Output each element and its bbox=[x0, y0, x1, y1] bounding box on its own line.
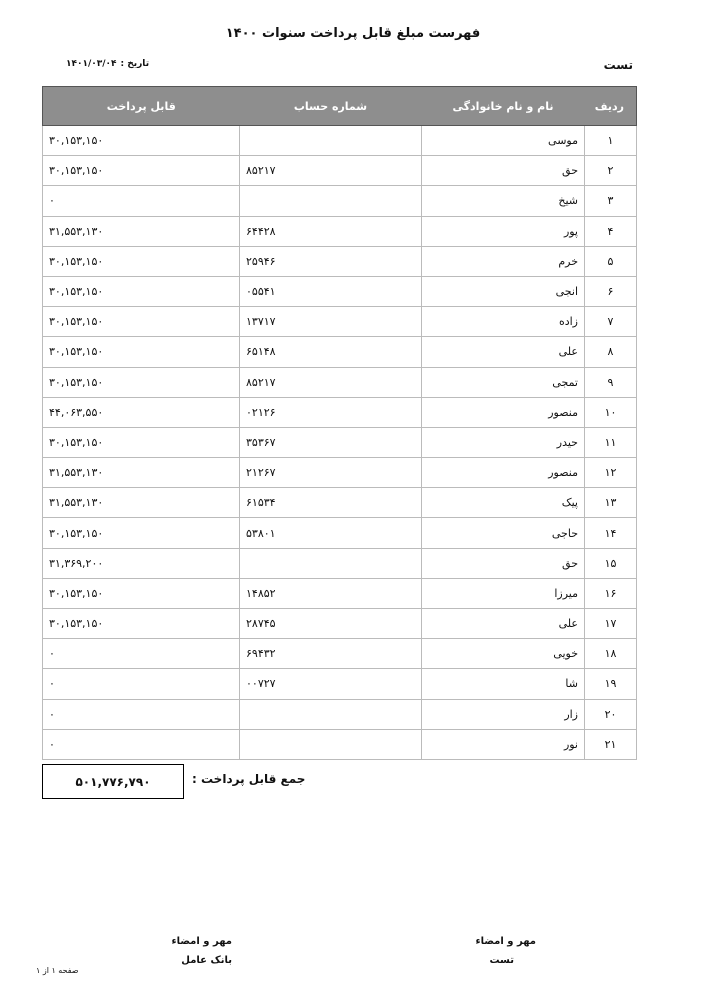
column-header-row-number: ردیف bbox=[585, 87, 637, 126]
row-number-cell: ۱ bbox=[585, 126, 637, 156]
table-row bbox=[43, 337, 637, 367]
amount-cell: ۳۰,۱۵۳,۱۵۰ bbox=[43, 518, 240, 548]
amount-cell: ۳۱,۵۵۳,۱۳۰ bbox=[43, 216, 240, 246]
account-cell: ۵۳۸۰۱ bbox=[240, 518, 422, 548]
company-name: تست bbox=[603, 58, 633, 72]
account-cell bbox=[240, 548, 422, 578]
name-cell: پیک bbox=[422, 488, 585, 518]
name-cell: حق bbox=[422, 548, 585, 578]
payment-table bbox=[42, 86, 637, 760]
table-row bbox=[43, 669, 637, 699]
account-cell: ۸۵۲۱۷ bbox=[240, 156, 422, 186]
page-number: صفحه ۱ از ۱ bbox=[36, 966, 79, 975]
date-label: تاریخ : bbox=[120, 59, 150, 69]
report-title: فهرست مبلغ قابل پرداخت سنوات ۱۴۰۰ bbox=[225, 26, 481, 41]
name-cell: حاجی bbox=[422, 518, 585, 548]
column-header-name: نام و نام خانوادگی bbox=[422, 87, 585, 126]
table-row bbox=[43, 246, 637, 276]
amount-cell: ۳۰,۱۵۳,۱۵۰ bbox=[43, 246, 240, 276]
row-number-cell: ۲۱ bbox=[585, 729, 637, 759]
amount-cell: ۳۰,۱۵۳,۱۵۰ bbox=[43, 609, 240, 639]
table-row bbox=[43, 427, 637, 457]
account-cell: ۰۲۱۲۶ bbox=[240, 397, 422, 427]
account-cell: ۶۴۴۲۸ bbox=[240, 216, 422, 246]
signature-left-title: مهر و امضاء bbox=[171, 936, 232, 947]
account-cell: ۳۵۳۶۷ bbox=[240, 427, 422, 457]
account-cell: ۶۵۱۴۸ bbox=[240, 337, 422, 367]
table-row bbox=[43, 458, 637, 488]
row-number-cell: ۳ bbox=[585, 186, 637, 216]
amount-cell: ۳۰,۱۵۳,۱۵۰ bbox=[43, 337, 240, 367]
table-row bbox=[43, 639, 637, 669]
table-row bbox=[43, 216, 637, 246]
amount-cell: ۳۰,۱۵۳,۱۵۰ bbox=[43, 367, 240, 397]
account-cell: ۲۸۷۴۵ bbox=[240, 609, 422, 639]
name-cell: منصور bbox=[422, 458, 585, 488]
name-cell: علی bbox=[422, 609, 585, 639]
table-row bbox=[43, 186, 637, 216]
signature-left bbox=[171, 936, 232, 966]
table-row bbox=[43, 397, 637, 427]
table-body bbox=[43, 126, 637, 760]
name-cell: پور bbox=[422, 216, 585, 246]
name-cell: موسی bbox=[422, 126, 585, 156]
row-number-cell: ۱۹ bbox=[585, 669, 637, 699]
table-row bbox=[43, 126, 637, 156]
name-cell: انجی bbox=[422, 276, 585, 306]
name-cell: شا bbox=[422, 669, 585, 699]
row-number-cell: ۱۷ bbox=[585, 609, 637, 639]
table-row bbox=[43, 367, 637, 397]
report-date bbox=[62, 59, 149, 69]
amount-cell: ۳۰,۱۵۳,۱۵۰ bbox=[43, 276, 240, 306]
amount-cell: ۳۰,۱۵۳,۱۵۰ bbox=[43, 156, 240, 186]
name-cell: خرم bbox=[422, 246, 585, 276]
table-header-row bbox=[43, 87, 637, 126]
name-cell: نور bbox=[422, 729, 585, 759]
row-number-cell: ۱۶ bbox=[585, 578, 637, 608]
column-header-account: شماره حساب bbox=[240, 87, 422, 126]
row-number-cell: ۱۱ bbox=[585, 427, 637, 457]
row-number-cell: ۱۰ bbox=[585, 397, 637, 427]
total-amount-box: ۵۰۱,۷۷۶,۷۹۰ bbox=[42, 764, 184, 799]
amount-cell: ۴۴,۰۶۳,۵۵۰ bbox=[43, 397, 240, 427]
amount-cell: ۰ bbox=[43, 699, 240, 729]
account-cell: ۰۰۷۲۷ bbox=[240, 669, 422, 699]
date-value: ۱۴۰۱/۰۳/۰۴ bbox=[66, 59, 117, 69]
name-cell: میرزا bbox=[422, 578, 585, 608]
account-cell bbox=[240, 126, 422, 156]
account-cell: ۶۹۴۳۲ bbox=[240, 639, 422, 669]
name-cell: زاده bbox=[422, 307, 585, 337]
row-number-cell: ۸ bbox=[585, 337, 637, 367]
account-cell bbox=[240, 699, 422, 729]
amount-cell: ۰ bbox=[43, 639, 240, 669]
name-cell: حق bbox=[422, 156, 585, 186]
row-number-cell: ۲۰ bbox=[585, 699, 637, 729]
account-cell: ۰۵۵۴۱ bbox=[240, 276, 422, 306]
row-number-cell: ۹ bbox=[585, 367, 637, 397]
table-row bbox=[43, 518, 637, 548]
account-cell: ۱۳۷۱۷ bbox=[240, 307, 422, 337]
name-cell: شیخ bbox=[422, 186, 585, 216]
amount-cell: ۰ bbox=[43, 669, 240, 699]
amount-cell: ۳۰,۱۵۳,۱۵۰ bbox=[43, 307, 240, 337]
account-cell bbox=[240, 729, 422, 759]
row-number-cell: ۱۴ bbox=[585, 518, 637, 548]
row-number-cell: ۶ bbox=[585, 276, 637, 306]
name-cell: منصور bbox=[422, 397, 585, 427]
signature-right bbox=[475, 936, 536, 966]
table-row bbox=[43, 307, 637, 337]
row-number-cell: ۲ bbox=[585, 156, 637, 186]
row-number-cell: ۷ bbox=[585, 307, 637, 337]
table-row bbox=[43, 729, 637, 759]
row-number-cell: ۵ bbox=[585, 246, 637, 276]
table-row bbox=[43, 488, 637, 518]
name-cell: زار bbox=[422, 699, 585, 729]
amount-cell: ۳۰,۱۵۳,۱۵۰ bbox=[43, 427, 240, 457]
name-cell: علی bbox=[422, 337, 585, 367]
table-row bbox=[43, 699, 637, 729]
name-cell: خویی bbox=[422, 639, 585, 669]
name-cell: تمجی bbox=[422, 367, 585, 397]
signature-right-title: مهر و امضاء bbox=[475, 936, 536, 947]
account-cell: ۶۱۵۳۴ bbox=[240, 488, 422, 518]
amount-cell: ۳۱,۵۵۳,۱۳۰ bbox=[43, 458, 240, 488]
account-cell: ۲۵۹۴۶ bbox=[240, 246, 422, 276]
row-number-cell: ۴ bbox=[585, 216, 637, 246]
row-number-cell: ۱۳ bbox=[585, 488, 637, 518]
table-row bbox=[43, 276, 637, 306]
row-number-cell: ۱۸ bbox=[585, 639, 637, 669]
amount-cell: ۳۰,۱۵۳,۱۵۰ bbox=[43, 126, 240, 156]
table-row bbox=[43, 609, 637, 639]
signature-left-name: بانک عامل bbox=[181, 955, 232, 966]
name-cell: حیدر bbox=[422, 427, 585, 457]
amount-cell: ۰ bbox=[43, 186, 240, 216]
account-cell bbox=[240, 186, 422, 216]
amount-cell: ۰ bbox=[43, 729, 240, 759]
total-label: جمع قابل پرداخت : bbox=[192, 772, 306, 786]
table-row bbox=[43, 578, 637, 608]
row-number-cell: ۱۵ bbox=[585, 548, 637, 578]
account-cell: ۸۵۲۱۷ bbox=[240, 367, 422, 397]
account-cell: ۱۴۸۵۲ bbox=[240, 578, 422, 608]
amount-cell: ۳۱,۵۵۳,۱۳۰ bbox=[43, 488, 240, 518]
account-cell: ۲۱۲۶۷ bbox=[240, 458, 422, 488]
table-row bbox=[43, 548, 637, 578]
table-row bbox=[43, 156, 637, 186]
row-number-cell: ۱۲ bbox=[585, 458, 637, 488]
amount-cell: ۳۱,۳۶۹,۲۰۰ bbox=[43, 548, 240, 578]
amount-cell: ۳۰,۱۵۳,۱۵۰ bbox=[43, 578, 240, 608]
column-header-amount: قابل پرداخت bbox=[43, 87, 240, 126]
signature-right-name: تست bbox=[489, 955, 514, 966]
